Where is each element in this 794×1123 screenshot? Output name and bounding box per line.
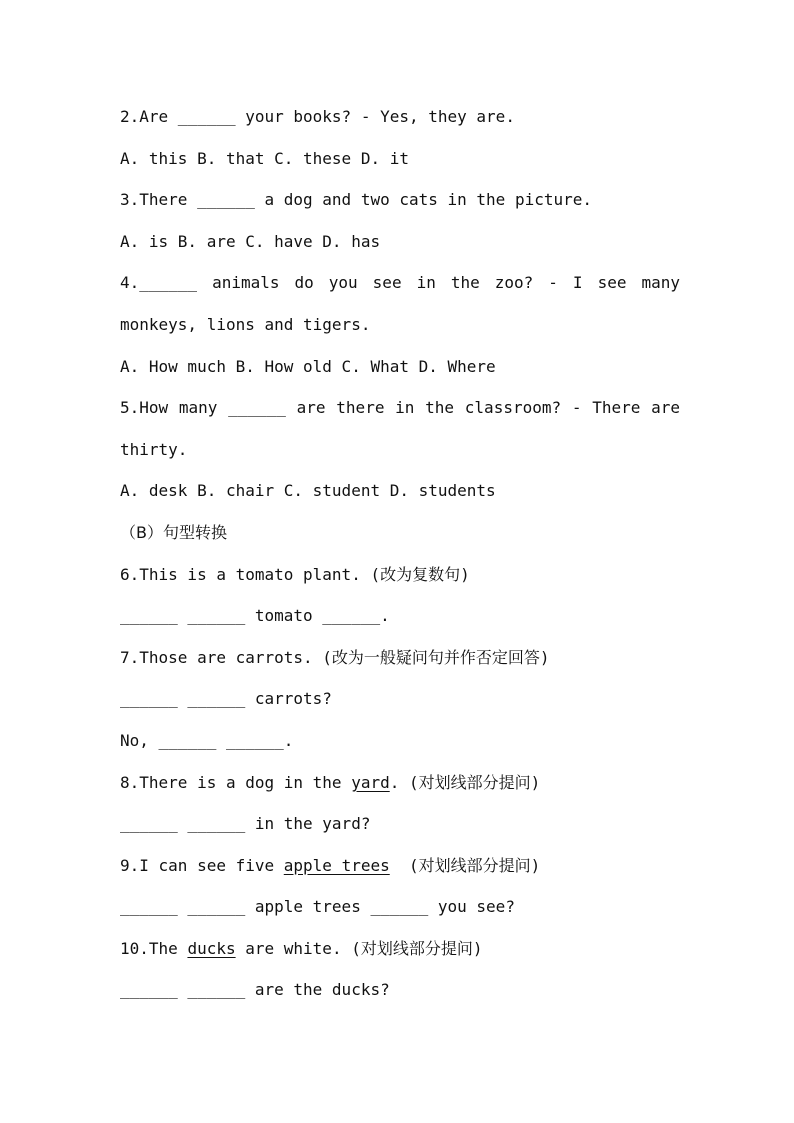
question-9-stem-after: (对划线部分提问) [389,855,541,875]
question-5-options: A. desk B. chair C. student D. students [120,481,496,501]
question-4-stem-line2: monkeys, lions and tigers. [120,314,371,334]
question-9-stem-before: 9.I can see five [120,855,284,875]
question-8-answer: ______ ______ in the yard? [120,814,371,834]
question-5-stem-line1: 5.How many ______ are there in the classroom? - There are [120,398,680,418]
question-8-stem [120,762,680,804]
question-2-stem: 2.Are ______ your books? - Yes, they are. [120,107,515,126]
question-4-stem-line1: 4.______ animals do you see in the zoo? - I see many [120,273,680,293]
question-10-answer: ______ ______ are the ducks? [120,980,390,1000]
question-6-answer: ______ ______ tomato ______. [120,606,390,626]
question-7-answer-1: ______ ______ carrots? [120,689,332,709]
question-7-answer-2: No, ______ ______. [120,730,294,750]
question-4-options: A. How much B. How old C. What D. Where [120,356,496,376]
question-7-stem: 7.Those are carrots. (改为一般疑问句并作否定回答) [120,647,550,667]
question-9-answer: ______ ______ apple trees ______ you see? [120,897,515,917]
question-9-underlined: apple trees [283,855,390,875]
question-9-stem [120,845,680,887]
question-10-stem [120,928,680,970]
question-8-underlined: yard [351,772,390,792]
worksheet-page [120,96,680,1011]
question-2-options: A. this B. that C. these D. it [120,148,409,168]
section-b-heading: （B）句型转换 [120,522,227,542]
question-3-options: A. is B. are C. have D. has [120,231,381,251]
question-8-stem-after: . (对划线部分提问) [389,772,541,792]
question-10-underlined: ducks [187,938,236,958]
question-3-stem: 3.There ______ a dog and two cats in the picture. [120,190,593,210]
question-6-stem: 6.This is a tomato plant. (改为复数句) [120,564,470,584]
question-8-stem-before: 8.There is a dog in the [120,772,352,792]
question-10-stem-before: 10.The [120,938,188,958]
question-10-stem-after: are white. (对划线部分提问) [235,938,483,958]
question-5-stem-line2: thirty. [120,439,188,459]
